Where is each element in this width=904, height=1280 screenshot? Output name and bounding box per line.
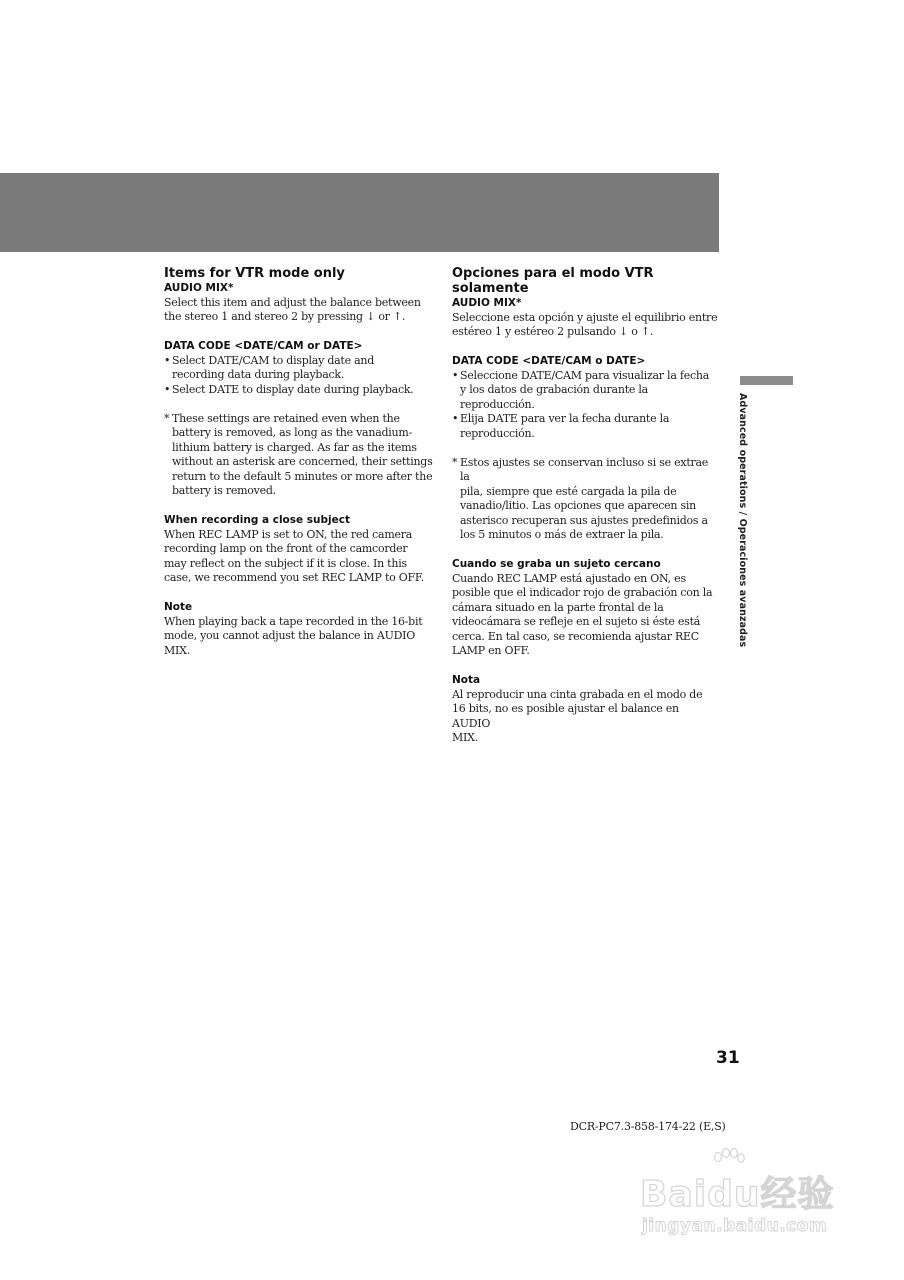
close-subject-line: cámara situado en la parte frontal de la bbox=[452, 600, 664, 614]
close-subject-line: recording lamp on the front of the camcorder bbox=[164, 542, 408, 555]
bullet-line: Select DATE to display date during playback. bbox=[172, 382, 414, 396]
bullet-item bbox=[164, 383, 434, 398]
note-heading: Note bbox=[164, 601, 193, 613]
footnote-line: without an asterisk are concerned, their settings bbox=[172, 455, 433, 468]
bullet-line: reproducción. bbox=[460, 397, 535, 411]
footnote-line: return to the default 5 minutes or more after the bbox=[172, 469, 433, 483]
note-line: MIX. bbox=[452, 731, 478, 744]
watermark-url: jingyan.baidu.com bbox=[642, 1216, 828, 1236]
bullet-mark: • bbox=[452, 412, 459, 425]
footnote-line: These settings are retained even when the bbox=[172, 411, 400, 425]
data-code-heading: DATA CODE <DATE/CAM o DATE> bbox=[452, 355, 646, 367]
audio-mix-line: the stereo 1 and stereo 2 by pressing ↓ or ↑. bbox=[164, 310, 406, 323]
bullet-line: recording data during playback. bbox=[172, 368, 345, 381]
footnote-mark: * bbox=[164, 411, 170, 425]
audio-mix-line: Select this item and adjust the balance between bbox=[164, 295, 421, 309]
english-column bbox=[164, 266, 434, 658]
baidu-watermark bbox=[640, 1148, 852, 1244]
footnote-line: asterisco recuperan sus ajustes predefinidos a bbox=[460, 513, 708, 527]
footnote-line: vanadio/litio. Las opciones que aparecen sin bbox=[460, 499, 696, 512]
section-title: solamente bbox=[452, 281, 529, 296]
bullet-item bbox=[164, 354, 434, 383]
bullet-mark: • bbox=[164, 353, 171, 367]
bullet-line: Elija DATE para ver la fecha durante la bbox=[460, 412, 670, 425]
watermark-main: Baidu经验 bbox=[640, 1174, 835, 1215]
close-subject-line: posible que el indicador rojo de grabación con la bbox=[452, 586, 713, 599]
footnote-line: lithium battery is charged. As far as the items bbox=[172, 440, 417, 454]
close-subject-line: When REC LAMP is set to ON, the red camera bbox=[164, 527, 413, 541]
close-subject-heading: Cuando se graba un sujeto cercano bbox=[452, 558, 661, 570]
bullet-line: Seleccione DATE/CAM para visualizar la fecha bbox=[460, 368, 710, 382]
bullet-item bbox=[452, 412, 720, 441]
footnote bbox=[164, 412, 434, 499]
bullet-line: y los datos de grabación durante la bbox=[460, 383, 648, 396]
footnote-line: pila, siempre que esté cargada la pila de bbox=[460, 484, 677, 498]
close-subject-line: may reflect on the subject if it is close. In this bbox=[164, 556, 407, 570]
audio-mix-heading: AUDIO MIX* bbox=[164, 282, 234, 294]
close-subject-line: videocámara se refleje en el sujeto si éste está bbox=[452, 615, 701, 628]
footnote-mark: * bbox=[452, 455, 458, 469]
bullet-mark: • bbox=[164, 382, 171, 396]
note-line: Al reproducir una cinta grabada en el modo de bbox=[452, 687, 703, 701]
note-line: 16 bits, no es posible ajustar el balance en AUDIO bbox=[452, 702, 679, 730]
audio-mix-line: Seleccione esta opción y ajuste el equilibrio entre bbox=[452, 310, 718, 324]
data-code-heading: DATA CODE <DATE/CAM or DATE> bbox=[164, 340, 363, 352]
note-line: mode, you cannot adjust the balance in AUDIO bbox=[164, 629, 416, 642]
document-id: DCR-PC7.3-858-174-22 (E,S) bbox=[570, 1120, 726, 1133]
close-subject-line: LAMP en OFF. bbox=[452, 644, 530, 657]
close-subject-line: case, we recommend you set REC LAMP to OFF. bbox=[164, 571, 424, 584]
section-title: Items for VTR mode only bbox=[164, 266, 345, 281]
side-tab-marker bbox=[740, 376, 793, 385]
footnote-line: los 5 minutos o más de extraer la pila. bbox=[460, 528, 664, 541]
audio-mix-heading: AUDIO MIX* bbox=[452, 297, 522, 309]
page-number: 31 bbox=[716, 1048, 740, 1068]
close-subject-line: cerca. En tal caso, se recomienda ajustar REC bbox=[452, 629, 699, 643]
footnote-line: Estos ajustes se conservan incluso si se extrae la bbox=[460, 455, 709, 483]
header-banner bbox=[0, 173, 719, 252]
note-heading: Nota bbox=[452, 674, 481, 686]
bullet-line: reproducción. bbox=[460, 426, 535, 440]
bullet-line: Select DATE/CAM to display date and bbox=[172, 353, 375, 367]
footnote bbox=[452, 456, 720, 543]
spanish-column bbox=[452, 266, 720, 746]
close-subject-heading: When recording a close subject bbox=[164, 514, 350, 526]
audio-mix-line: estéreo 1 y estéreo 2 pulsando ↓ o ↑. bbox=[452, 325, 654, 338]
note-line: MIX. bbox=[164, 643, 190, 657]
bullet-item bbox=[452, 369, 720, 413]
footnote-line: battery is removed, as long as the vanadium- bbox=[172, 426, 413, 439]
side-tab-label: Advanced operations / Operaciones avanzadas bbox=[737, 393, 748, 648]
section-title: Opciones para el modo VTR bbox=[452, 266, 654, 281]
footnote-line: battery is removed. bbox=[172, 484, 276, 497]
bullet-mark: • bbox=[452, 368, 459, 382]
note-line: When playing back a tape recorded in the 16-bit bbox=[164, 614, 423, 628]
close-subject-line: Cuando REC LAMP está ajustado en ON, es bbox=[452, 571, 686, 585]
